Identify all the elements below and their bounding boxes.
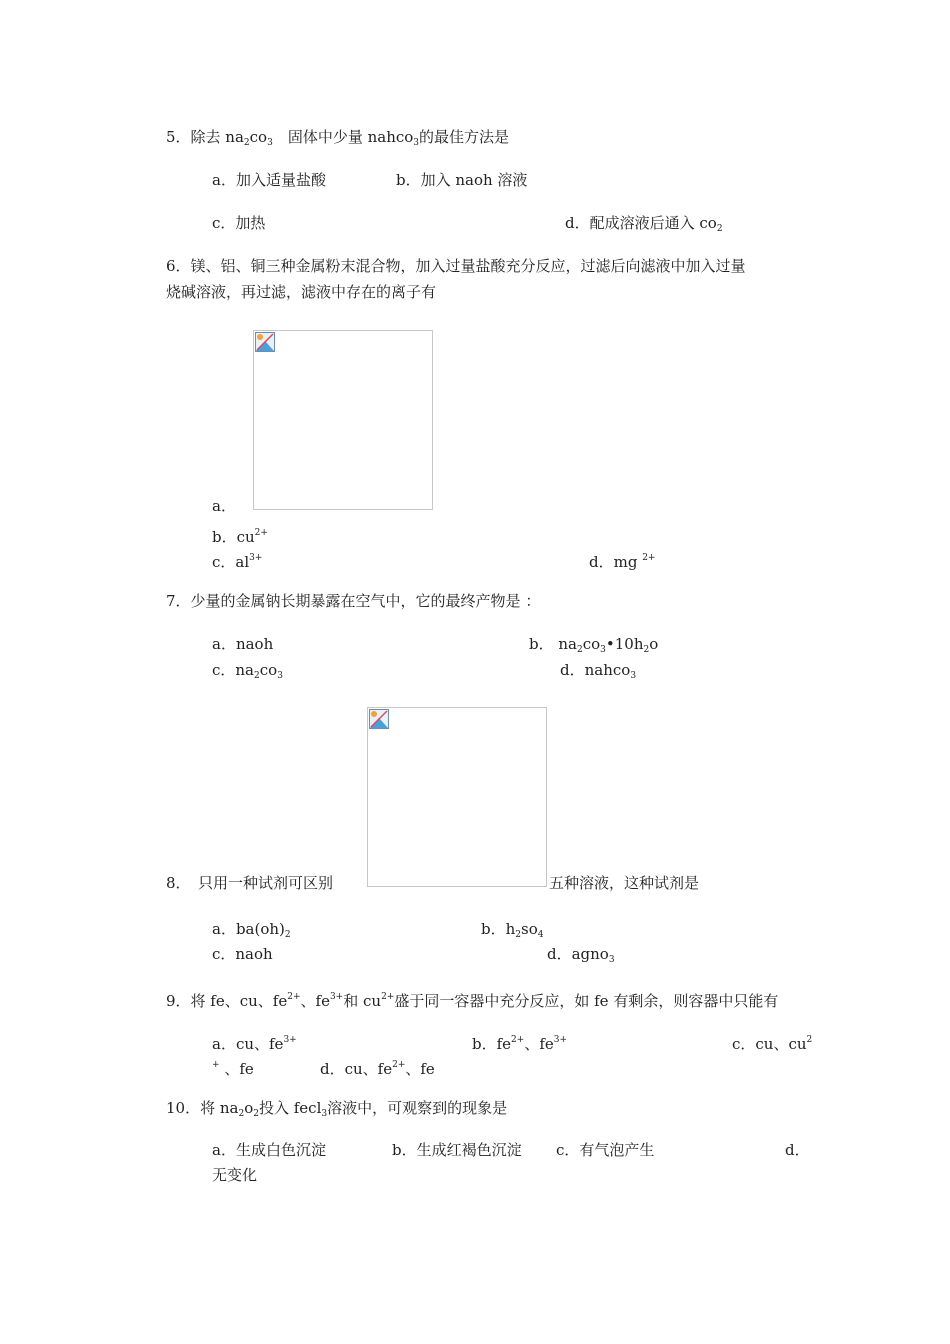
q10-option-b[interactable]: b．生成红褐色沉淀 bbox=[392, 1141, 522, 1159]
q9-option-c-continued[interactable]: + 、fe bbox=[212, 1060, 254, 1078]
q9-option-b[interactable]: b．$fe^{2+}$、$fe^{3+}$ bbox=[472, 1035, 568, 1053]
q10-option-d[interactable]: d． bbox=[785, 1141, 810, 1159]
broken-image-icon bbox=[255, 332, 275, 352]
q5-option-c[interactable]: c．加热 bbox=[212, 214, 266, 232]
q7-stem: 7．少量的金属钠长期暴露在空气中，它的最终产物是 ： bbox=[166, 592, 541, 610]
q7-option-c[interactable]: c．$na_2co_3$ bbox=[212, 661, 283, 681]
q9-option-d[interactable]: d．cu、$fe^{2+}$、fe bbox=[320, 1060, 435, 1078]
q8-option-c[interactable]: c．naoh bbox=[212, 945, 273, 963]
q7-option-a[interactable]: a．naoh bbox=[212, 635, 274, 653]
q9-option-c[interactable]: c．cu、$cu^2$ bbox=[732, 1035, 813, 1053]
q5-option-d[interactable]: d．配成溶液后通入 $co_2$ bbox=[565, 214, 723, 234]
q8-stem-start: 8． 只用一种试剂可区别 bbox=[166, 874, 334, 892]
q6-option-d[interactable]: d．mg $^{2+}$ bbox=[589, 553, 656, 571]
broken-image-placeholder bbox=[253, 330, 433, 510]
q7-option-b[interactable]: b． $na_2co_3•10h_2o$ bbox=[529, 635, 659, 655]
broken-image-icon bbox=[369, 709, 389, 729]
q6-stem-line2: 烧碱溶液，再过滤，滤液中存在的离子有 bbox=[166, 283, 437, 301]
q6-option-b[interactable]: b．$cu^{2+}$ bbox=[212, 528, 268, 546]
q9-stem: 9．将 fe、cu、$fe^{2+}$、$fe^{3+}$和 $cu^{2+}$盛于同一容器中充分反应，如 fe 有剩余，则容器中只能有 bbox=[166, 992, 779, 1010]
q10-option-c[interactable]: c．有气泡产生 bbox=[556, 1141, 655, 1159]
q6-option-a[interactable]: a． bbox=[212, 497, 236, 515]
q8-stem-end: 五种溶液，这种试剂是 bbox=[549, 874, 700, 892]
q7-option-d[interactable]: d．nahco$_3$ bbox=[560, 661, 637, 681]
broken-image-placeholder bbox=[367, 707, 547, 887]
q8-option-a[interactable]: a．$ba(oh)_2$ bbox=[212, 920, 291, 940]
q5-stem: 5．除去 $na_2co_3$ 固体中少量 nahco$_3$的最佳方法是 bbox=[166, 128, 510, 148]
q5-option-b[interactable]: b．加入 naoh 溶液 bbox=[396, 171, 528, 189]
q10-option-a[interactable]: a．生成白色沉淀 bbox=[212, 1141, 326, 1159]
q6-option-c[interactable]: c．$al^{3+}$ bbox=[212, 553, 263, 571]
q5-option-a[interactable]: a．加入适量盐酸 bbox=[212, 171, 326, 189]
q10-option-d-continued[interactable]: 无变化 bbox=[212, 1166, 258, 1184]
q6-stem-line1: 6．镁、铝、铜三种金属粉末混合物，加入过量盐酸充分反应，过滤后向滤液中加入过量 bbox=[166, 257, 746, 275]
q8-option-d[interactable]: d．agno$_3$ bbox=[547, 945, 615, 965]
q10-stem: 10．将 $na_2o_2$投入 fecl$_3$溶液中，可观察到的现象是 bbox=[166, 1099, 508, 1119]
q9-option-a[interactable]: a．cu、$fe^{3+}$ bbox=[212, 1035, 297, 1053]
q8-option-b[interactable]: b．$h_2so_4$ bbox=[481, 920, 544, 940]
